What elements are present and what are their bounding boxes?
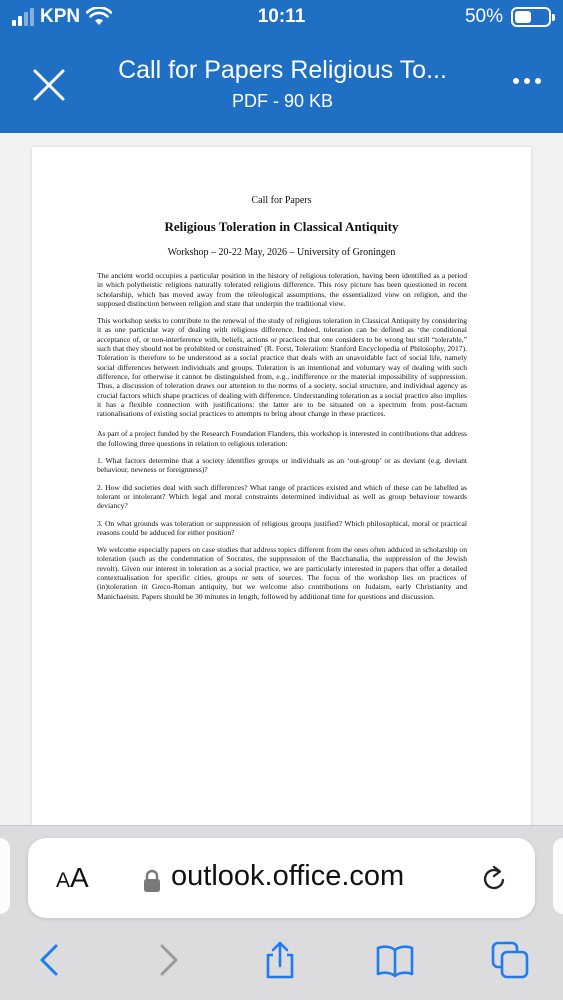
doc-paragraph: 2. How did societies deal with such differences? What range of practices existed and which of these can be labelled as tolerant or intolerant? Which legal and moral constraints determined individual as well as group behaviour towards deviancy? <box>97 482 467 511</box>
battery-percent: 50% <box>464 6 503 27</box>
pdf-viewer[interactable] <box>0 133 563 825</box>
viewer-header <box>0 38 563 133</box>
previous-tab-peek[interactable] <box>0 838 10 914</box>
doc-label: Call for Papers <box>251 195 312 206</box>
battery-icon <box>511 7 551 27</box>
browser-toolbar <box>0 934 563 994</box>
bookmarks-icon[interactable] <box>375 940 415 980</box>
url-text[interactable]: outlook.office.com <box>171 860 405 892</box>
address-bar[interactable] <box>28 838 535 918</box>
more-options-icon[interactable] <box>513 78 541 84</box>
clock: 10:11 <box>257 6 306 27</box>
doc-paragraph: As part of a project funded by the Research Foundation Flanders, this workshop is interested in contributions that address the following three questions in relation to religious toleration: <box>97 429 467 448</box>
document-meta: PDF - 90 KB <box>231 91 334 111</box>
status-bar <box>0 0 563 38</box>
doc-title: Religious Toleration in Classical Antiquity <box>164 219 399 234</box>
forward-icon[interactable] <box>148 940 188 980</box>
pdf-page <box>32 147 531 867</box>
battery-fill <box>515 11 531 23</box>
next-tab-peek[interactable] <box>553 838 563 914</box>
close-icon[interactable] <box>30 66 68 104</box>
back-icon[interactable] <box>30 940 70 980</box>
carrier-name: KPN <box>40 6 81 27</box>
document-title: Call for Papers Religious To... <box>118 56 447 84</box>
doc-paragraph: The ancient world occupies a particular position in the history of religious toleration, having been identified as a period in which polytheistic religions naturally tolerated religious difference. This rosy picture has been questioned in recent scholarship, which has moved away from the teleological assumptions, the essentialized view on religion, and the supposed distinction between religion and state that underpin the traditional view. <box>97 271 467 308</box>
doc-workshop-line: Workshop – 20-22 May, 2026 – University of Groningen <box>167 247 396 258</box>
doc-paragraph: 1. What factors determine that a society identifies groups or individuals as an ‘out-group’ or as deviant (e.g. deviant behaviour, newness or foreignness)? <box>97 456 467 475</box>
browser-bottom-bar <box>0 825 563 1000</box>
doc-paragraph: 3. On what grounds was toleration or suppression of religious groups justified? Which philosophical, moral or practical reasons could be adduced for either position? <box>97 518 467 537</box>
share-icon[interactable] <box>260 940 300 980</box>
doc-paragraph: We welcome especially papers on case studies that address topics different from the ones often adduced in scholarship on toleration (such as the condemnation of Socrates, the suppression of the Bacchanalia, the suppression of the Jewish revolt). Given our interest in toleration as a social practice, we are particularly interested in papers that offer a detailed contextualisation for specific cities, groups or sets of sources. The focus of the workshop lies on practices of (in)toleration in Greco-Roman antiquity, but we welcome also contributions on Judaism, early Christianity and Manichaeism. Papers should be 30 minutes in length, followed by additional time for questions and discussion. <box>97 545 467 601</box>
text-size-button[interactable]: AA <box>56 862 89 893</box>
doc-paragraph: This workshop seeks to contribute to the renewal of the study of religious toleration in Classical Antiquity by considering it as one particular way of dealing with religious difference. Indeed, toleration can be defined as ‘the conditional acceptance of, or non-interference with, beliefs, actions or practices that one considers to be wrong but still “tolerable,” such that they should not be prohibited or constrained’ (R. Forst, Toleration: Stanford Encyclopedia of Philosophy, 2017). Toleration is therefore to be understood as a social practice that deals with an unavoidable fact of social life, namely social differences between individuals and groups. Toleration is an intentional and voluntary way of dealing with such difference, for otherwise it cannot be distinguished from, e.g., indifference or the material impossibility of suppression. Thus, a discussion of toleration draws our attention to the norms of a society, social structure, and individual agency as crucial factors which shape practices of dealing with difference. Understanding toleration as a social practice also implies it has a flexible connection with justifications: the latter are to be situated on a spectrum from post-factum rationalisations of existing social practices to attempts to bring about change in these practices. <box>97 316 467 419</box>
reload-icon[interactable] <box>479 864 509 894</box>
doc-body <box>97 271 467 609</box>
status-right <box>465 6 551 28</box>
lock-icon <box>143 869 161 893</box>
tabs-icon[interactable] <box>490 940 530 980</box>
